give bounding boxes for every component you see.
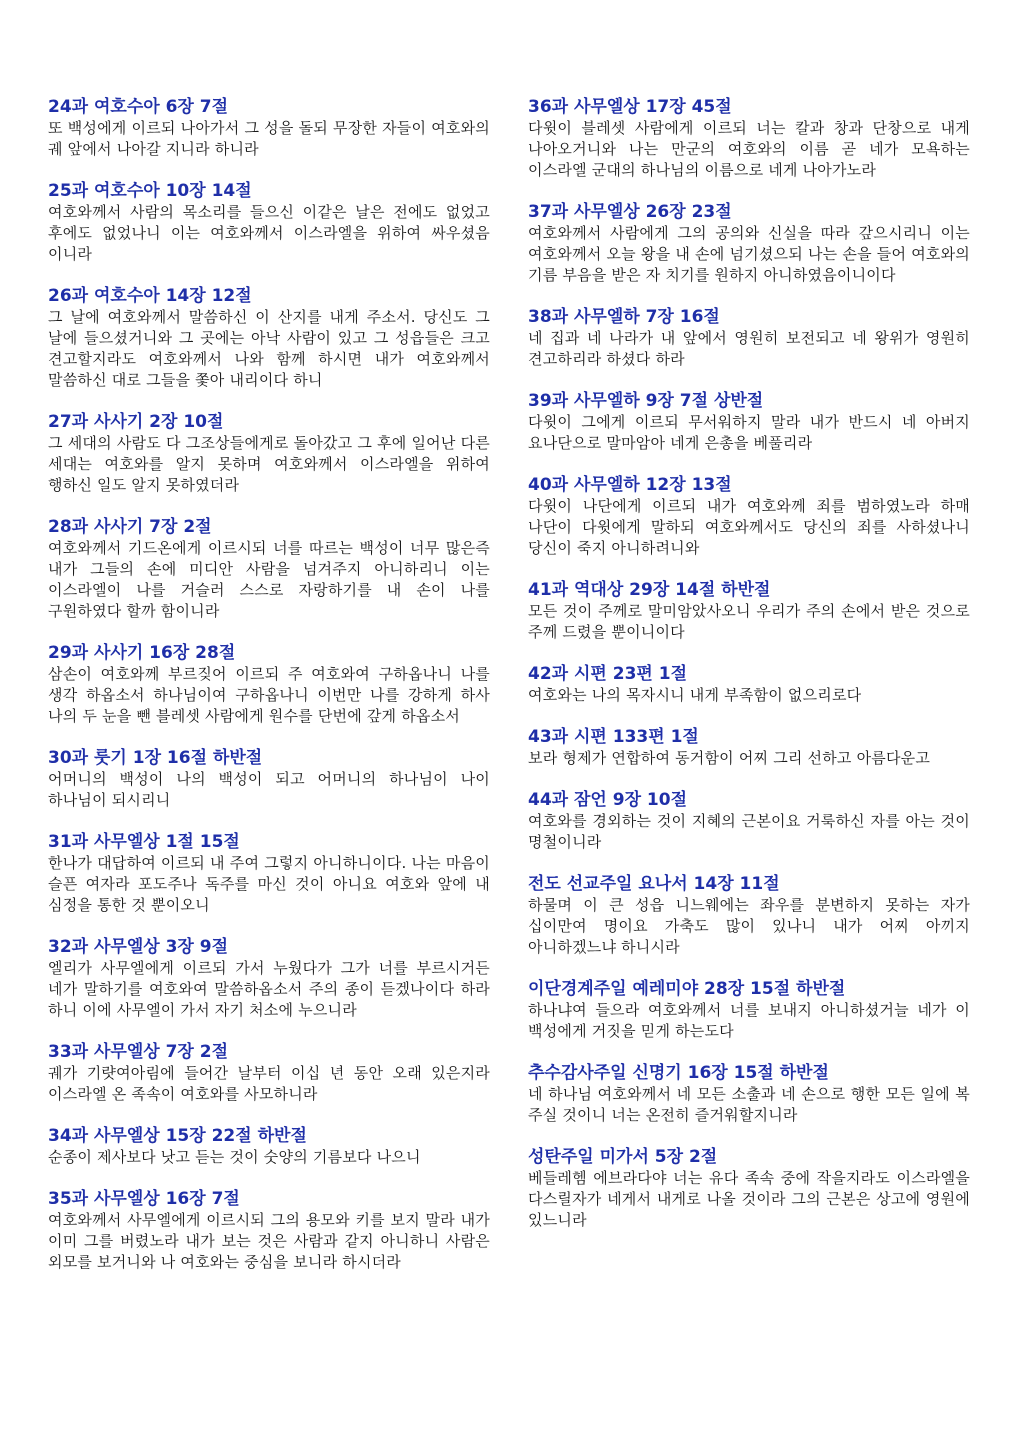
verse-text: 어머니의 백성이 나의 백성이 되고 어머니의 하나님이 나이 하나님이 되시리니 — [48, 770, 490, 809]
verse-heading: 29과 사사기 16장 28절 — [48, 643, 236, 663]
verse-heading: 25과 여호수아 10장 14절 — [48, 181, 252, 201]
verse-text: 모든 것이 주께로 말미암았사오니 우리가 주의 손에서 받은 것으로 주께 드렸을 뿐이니이다 — [528, 602, 970, 641]
verse-text: 다윗이 나단에게 이르되 내가 여호와께 죄를 범하였노라 하매 나단이 다윗에게 말하되 여호와께서도 당신의 죄를 사하셨나니 당신이 죽지 아니하려니와 — [528, 497, 970, 557]
verse-entry — [48, 411, 490, 496]
verse-heading: 37과 사무엘상 26장 23절 — [528, 202, 732, 222]
verse-heading: 31과 사무엘상 1절 15절 — [48, 832, 240, 852]
verse-text: 보라 형제가 연합하여 동거함이 어찌 그리 선하고 아름다운고 — [528, 749, 931, 767]
verse-entry — [528, 201, 970, 286]
verse-entry — [528, 1062, 970, 1126]
verse-text: 네 집과 네 나라가 내 앞에서 영원히 보전되고 네 왕위가 영원히 견고하리라 하셨다 하라 — [528, 329, 970, 368]
verse-entry — [48, 285, 490, 391]
verse-entry — [528, 306, 970, 370]
verse-text: 여호와께서 사람에게 그의 공의와 신실을 따라 갚으시리니 이는 여호와께서 오늘 왕을 내 손에 넘기셨으되 나는 손을 들어 여호와의 기름 부음을 받은 자 치기를 원하지 아니하였음이니이다 — [528, 224, 970, 284]
verse-heading: 44과 잠언 9장 10절 — [528, 790, 688, 810]
verse-entry — [528, 663, 970, 706]
verse-heading: 40과 사무엘하 12장 13절 — [528, 475, 732, 495]
verse-text: 한나가 대답하여 이르되 내 주여 그렇지 아니하니이다. 나는 마음이 슬픈 여자라 포도주나 독주를 마신 것이 아니요 여호와 앞에 내 심정을 통한 것 뿐이오니 — [48, 854, 490, 914]
verse-entry — [528, 873, 970, 958]
verse-heading: 32과 사무엘상 3장 9절 — [48, 937, 229, 957]
verse-text: 순종이 제사보다 낫고 듣는 것이 숫양의 기름보다 나으니 — [48, 1148, 421, 1166]
verse-entry — [48, 1188, 490, 1273]
verse-heading: 35과 사무엘상 16장 7절 — [48, 1189, 240, 1209]
verse-heading: 43과 시편 133편 1절 — [528, 727, 699, 747]
verse-heading: 이단경계주일 예레미야 28장 15절 하반절 — [528, 979, 846, 999]
verse-heading: 39과 사무엘하 9장 7절 상반절 — [528, 391, 764, 411]
verse-entry — [528, 474, 970, 559]
verse-heading: 추수감사주일 신명기 16장 15절 하반절 — [528, 1063, 829, 1083]
verse-entry — [528, 1146, 970, 1231]
left-column — [48, 96, 490, 1293]
verse-entry — [528, 726, 970, 769]
verse-heading: 27과 사사기 2장 10절 — [48, 412, 224, 432]
verse-text: 베들레헴 에브라다야 너는 유다 족속 중에 작을지라도 이스라엘을 다스릴자가 네게서 내게로 나올 것이라 그의 근본은 상고에 영원에 있느니라 — [528, 1169, 970, 1229]
verse-entry — [528, 789, 970, 853]
verse-text: 그 날에 여호와께서 말씀하신 이 산지를 내게 주소서. 당신도 그 날에 들으셨거니와 그 곳에는 아낙 사람이 있고 그 성읍들은 크고 견고할지라도 여호와께서 나와 함께 하시면 내가 여호와께서 말씀하신 대로 그들을 쫓아 내리이다 하니 — [48, 308, 490, 389]
verse-text: 하물며 이 큰 성읍 니느웨에는 좌우를 분변하지 못하는 자가 십이만여 명이요 가축도 많이 있나니 내가 어찌 아끼지 아니하겠느냐 하니시라 — [528, 896, 970, 956]
verse-text: 하나냐여 들으라 여호와께서 너를 보내지 아니하셨거늘 네가 이 백성에게 거짓을 믿게 하는도다 — [528, 1001, 970, 1040]
verse-heading: 41과 역대상 29장 14절 하반절 — [528, 580, 771, 600]
verse-entry — [48, 642, 490, 727]
verse-entry — [48, 516, 490, 622]
verse-text: 여호와께서 기드온에게 이르시되 너를 따르는 백성이 너무 많은즉 내가 그들의 손에 미디안 사람을 넘겨주지 아니하리니 이는 이스라엘이 나를 거슬러 스스로 자랑하기를 내 손이 나를 구원하였다 할까 함이니라 — [48, 539, 490, 620]
verse-entry — [48, 831, 490, 916]
verse-text: 다윗이 블레셋 사람에게 이르되 너는 칼과 창과 단창으로 내게 나아오거니와 나는 만군의 여호와의 이름 곧 네가 모욕하는 이스라엘 군대의 하나님의 이름으로 네게 나아가노라 — [528, 119, 970, 179]
verse-heading: 30과 룻기 1장 16절 하반절 — [48, 748, 263, 768]
verse-entry — [48, 936, 490, 1021]
verse-heading: 28과 사사기 7장 2절 — [48, 517, 212, 537]
verse-heading: 34과 사무엘상 15장 22절 하반절 — [48, 1126, 307, 1146]
verse-heading: 42과 시편 23편 1절 — [528, 664, 688, 684]
verse-heading: 24과 여호수아 6장 7절 — [48, 97, 229, 117]
verse-text: 여호와께서 사람의 목소리를 들으신 이같은 날은 전에도 없었고 후에도 없었나니 이는 여호와께서 이스라엘을 위하여 싸우셨음 이니라 — [48, 203, 490, 263]
verse-entry — [528, 978, 970, 1042]
verse-text: 궤가 기럇여아림에 들어간 날부터 이십 년 동안 오래 있은지라 이스라엘 온 족속이 여호와를 사모하니라 — [48, 1064, 490, 1103]
verse-heading: 33과 사무엘상 7장 2절 — [48, 1042, 229, 1062]
right-column — [528, 96, 970, 1293]
verse-text: 여호와를 경외하는 것이 지혜의 근본이요 거룩하신 자를 아는 것이 명철이니라 — [528, 812, 970, 851]
verse-entry — [48, 1125, 490, 1168]
verse-text: 삼손이 여호와께 부르짖어 이르되 주 여호와여 구하옵나니 나를 생각 하옵소서 하나님이여 구하옵나니 이번만 나를 강하게 하사 나의 두 눈을 뺀 블레셋 사람에게 원수를 단번에 갚게 하옵소서 — [48, 665, 490, 725]
verse-text: 또 백성에게 이르되 나아가서 그 성을 돌되 무장한 자들이 여호와의 궤 앞에서 나아갈 지니라 하니라 — [48, 119, 490, 158]
verse-heading: 26과 여호수아 14장 12절 — [48, 286, 252, 306]
verse-text: 엘리가 사무엘에게 이르되 가서 누웠다가 그가 너를 부르시거든 네가 말하기를 여호와여 말씀하옵소서 주의 종이 듣겠나이다 하라 하니 이에 사무엘이 가서 자기 처소에 누으니라 — [48, 959, 490, 1019]
verse-entry — [48, 180, 490, 265]
verse-heading: 성탄주일 미가서 5장 2절 — [528, 1147, 718, 1167]
verse-text: 네 하나님 여호와께서 네 모든 소출과 네 손으로 행한 모든 일에 복 주실 것이니 너는 온전히 즐거워할지니라 — [528, 1085, 970, 1124]
verse-entry — [48, 747, 490, 811]
verse-text: 여호와는 나의 목자시니 내게 부족함이 없으리로다 — [528, 686, 862, 704]
verse-entry — [528, 579, 970, 643]
verse-heading: 36과 사무엘상 17장 45절 — [528, 97, 732, 117]
verse-text: 여호와께서 사무엘에게 이르시되 그의 용모와 키를 보지 말라 내가 이미 그를 버렸노라 내가 보는 것은 사람과 같지 아니하니 사람은 외모를 보거니와 나 여호와는 중심을 보니라 하시더라 — [48, 1211, 490, 1271]
verse-text: 그 세대의 사람도 다 그조상들에게로 돌아갔고 그 후에 일어난 다른 세대는 여호와를 알지 못하며 여호와께서 이스라엘을 위하여 행하신 일도 알지 못하였더라 — [48, 434, 490, 494]
verse-entry — [528, 390, 970, 454]
verse-text: 다윗이 그에게 이르되 무서워하지 말라 내가 반드시 네 아버지 요나단으로 말마암아 네게 은총을 베풀리라 — [528, 413, 970, 452]
verse-entry — [48, 1041, 490, 1105]
verse-entry — [48, 96, 490, 160]
verse-heading: 38과 사무엘하 7장 16절 — [528, 307, 720, 327]
verse-entry — [528, 96, 970, 181]
two-column-layout — [48, 96, 970, 1293]
verse-heading: 전도 선교주일 요나서 14장 11절 — [528, 874, 780, 894]
